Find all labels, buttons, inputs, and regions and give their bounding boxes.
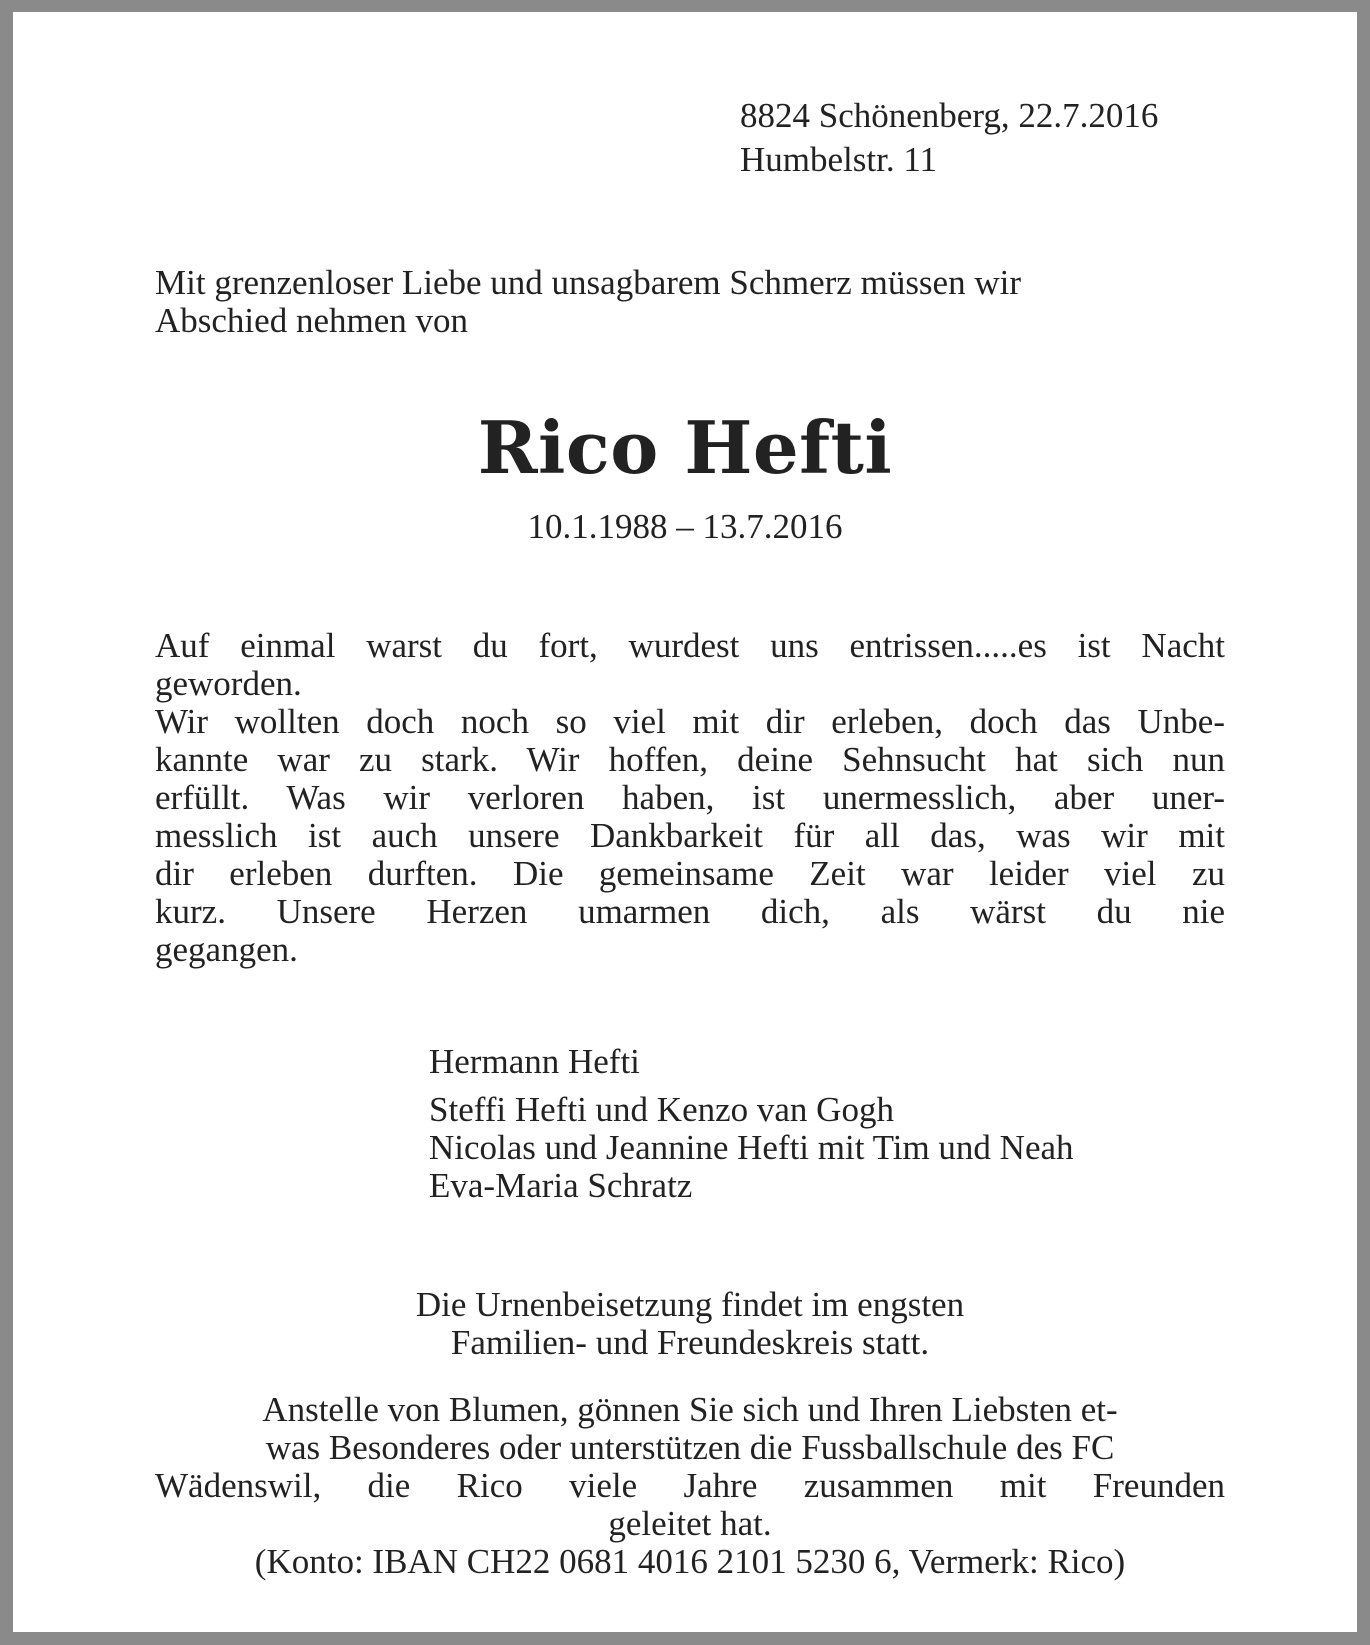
donation-line: Anstelle von Blumen, gönnen Sie sich und Ihren Liebsten et- (262, 1390, 1118, 1429)
intro-line: Abschied nehmen von (155, 301, 468, 340)
message-line: erfüllt. Was wir verloren haben, ist unermesslich, aber uner- (155, 778, 1225, 817)
family-signatures (429, 1043, 1229, 1205)
intro-line: Mit grenzenloser Liebe und unsagbarem Schmerz müssen wir (155, 263, 1021, 302)
message-line: dir erleben durften. Die gemeinsame Zeit war leider viel zu (155, 854, 1225, 893)
obituary-page (13, 12, 1357, 1632)
burial-line: Familien- und Freundeskreis statt. (450, 1323, 930, 1362)
burial-notice (155, 1286, 1225, 1362)
donation-line: was Besonderes oder unterstützen die Fussballschule des FC (265, 1428, 1115, 1467)
place-date-address (740, 94, 1158, 182)
place-date: 8824 Schönenberg, 22.7.2016 (740, 96, 1159, 135)
signature-name: Nicolas und Jeannine Hefti mit Tim und Neah (429, 1128, 1074, 1167)
message-line: messlich ist auch unsere Dankbarkeit für all das, was wir mit (155, 816, 1225, 855)
burial-line: Die Urnenbeisetzung findet im engsten (415, 1285, 965, 1324)
donation-line: geleitet hat. (608, 1504, 772, 1543)
message-line: Wir wollten doch noch so viel mit dir erleben, doch das Unbe- (155, 702, 1225, 741)
signature-name: Hermann Hefti (429, 1042, 640, 1081)
message-line: gegangen. (155, 930, 298, 969)
life-dates: 10.1.1988 – 13.7.2016 (527, 507, 843, 546)
deceased-name: Rico Hefti (477, 405, 893, 490)
bank-account-line: (Konto: IBAN CH22 0681 4016 2101 5230 6, Vermerk: Rico) (254, 1542, 1126, 1581)
message-line: kannte war zu stark. Wir hoffen, deine Sehnsucht hat sich nun (155, 740, 1225, 779)
message-line: geworden. (155, 664, 302, 703)
street-address: Humbelstr. 11 (740, 140, 938, 179)
message-line: Auf einmal warst du fort, wurdest uns entrissen.....es ist Nacht (155, 626, 1225, 665)
donation-notice (155, 1391, 1225, 1581)
donation-line: Wädenswil, die Rico viele Jahre zusammen mit Freunden (155, 1466, 1225, 1505)
signature-name: Steffi Hefti und Kenzo van Gogh (429, 1090, 894, 1129)
memorial-message (155, 627, 1225, 969)
message-line: kurz. Unsere Herzen umarmen dich, als wärst du nie (155, 892, 1225, 931)
signature-name: Eva-Maria Schratz (429, 1166, 693, 1205)
intro-text (155, 264, 1225, 340)
